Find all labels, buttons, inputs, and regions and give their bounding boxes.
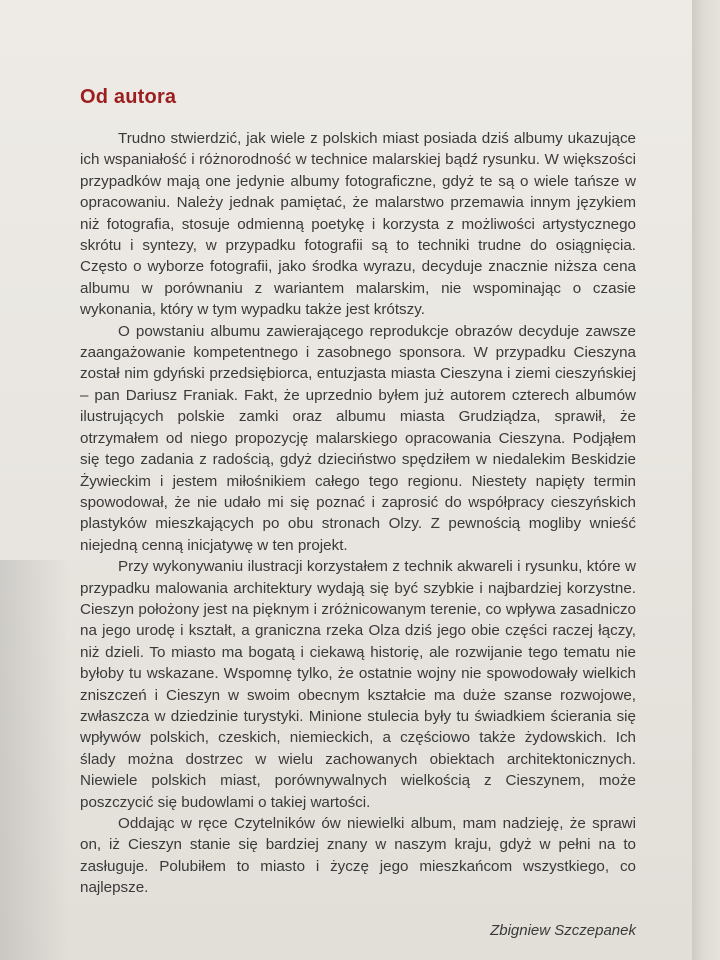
paragraph-2: O powstaniu albumu zawierającego reprodukcje obrazów decyduje zawsze zaangażowanie kompetentnego i zasobnego sponsora. W przypadku Cieszyna został nim gdyński przedsiębiorca, entuzjasta miasta Cieszyna i ziemi cieszyńskiej – pan Dariusz Franiak. Fakt, że uprzednio byłem już autorem czterech albumów ilustrujących polskie zamki oraz albumu miasta Grudziądza, sprawił, że otrzymałem od niego propozycję malarskiego opracowania Cieszyna. Podjąłem się tego zadania z radością, gdyż dzieciństwo spędziłem w niedalekim Beskidzie Żywieckim i jestem miłośnikiem całego tego regionu. Niestety napięty termin spowodował, że nie udało mi się poznać i zaprosić do współpracy cieszyńskich plastyków mieszkających po obu stronach Olzy. Z pewnością mogliby wnieść niejedną cenną inicjatywę w ten projekt. bbox=[80, 322, 636, 554]
page-edge bbox=[692, 0, 720, 960]
author-signature: Zbigniew Szczepanek bbox=[490, 921, 636, 939]
page-shadow bbox=[0, 560, 70, 960]
paragraph-3: Przy wykonywaniu ilustracji korzystałem z technik akwareli i rysunku, które w przypadku malowania architektury wydają się być szybkie i najbardziej korzystne. Cieszyn położony jest na pięknym i zróżnicowanym terenie, co wpływa zasadniczo na jego urodę i kształt, a graniczna rzeka Olza dziś jego obie części raczej łączy, niż dzieli. To miasto ma bogatą i ciekawą historię, ale rozwijanie tego tematu nie byłoby tu wskazane. Wspomnę tylko, że ostatnie wojny nie spowodowały wielkich zniszczeń i Cieszyn w swoim obecnym kształcie ma duże szanse rozwojowe, zwłaszcza w dziedzinie turystyki. Minione stulecia były tu świadkiem ścierania się wpływów polskich, czeskich, niemieckich, a częściowo także żydowskich. Ich ślady można dostrzec w wielu zachowanych obiektach architektonicznych. Niewiele polskich miast, porównywalnych wielkością z Cieszynem, może poszczycić się budowlami o takiej wartości. bbox=[80, 558, 636, 811]
section-heading: Od autora bbox=[80, 86, 177, 108]
paragraph-4: Oddając w ręce Czytelników ów niewielki album, mam nadzieję, że sprawi on, iż Cieszyn stanie się bardziej znany w naszym kraju, gdyż w pełni na to zasługuje. Polubiłem to miasto i życzę jego mieszkańcom wszystkiego, co najlepsze. bbox=[80, 815, 636, 897]
page-content bbox=[80, 84, 636, 941]
paragraph-1: Trudno stwierdzić, jak wiele z polskich miast posiada dziś albumy ukazujące ich wspaniałość i różnorodność w technice malarskiej bądź rysunku. W większości przypadków mają one jedynie albumy fotograficzne, gdyż te są o wiele tańsze w opracowaniu. Należy jednak pamiętać, że malarstwo przemawia innym językiem niż fotografia, stosuje odmienną poetykę i korzysta z możliwości artystycznego skrótu i syntezy, w przypadku fotografii są to techniki trudne do osiągnięcia. Często o wyborze fotografii, jako środka wyrazu, decyduje znacznie niższa cena albumu w porównaniu z wariantem malarskim, nie wspominając o czasie wykonania, który w tym wypadku także jest krótszy. bbox=[80, 130, 636, 319]
